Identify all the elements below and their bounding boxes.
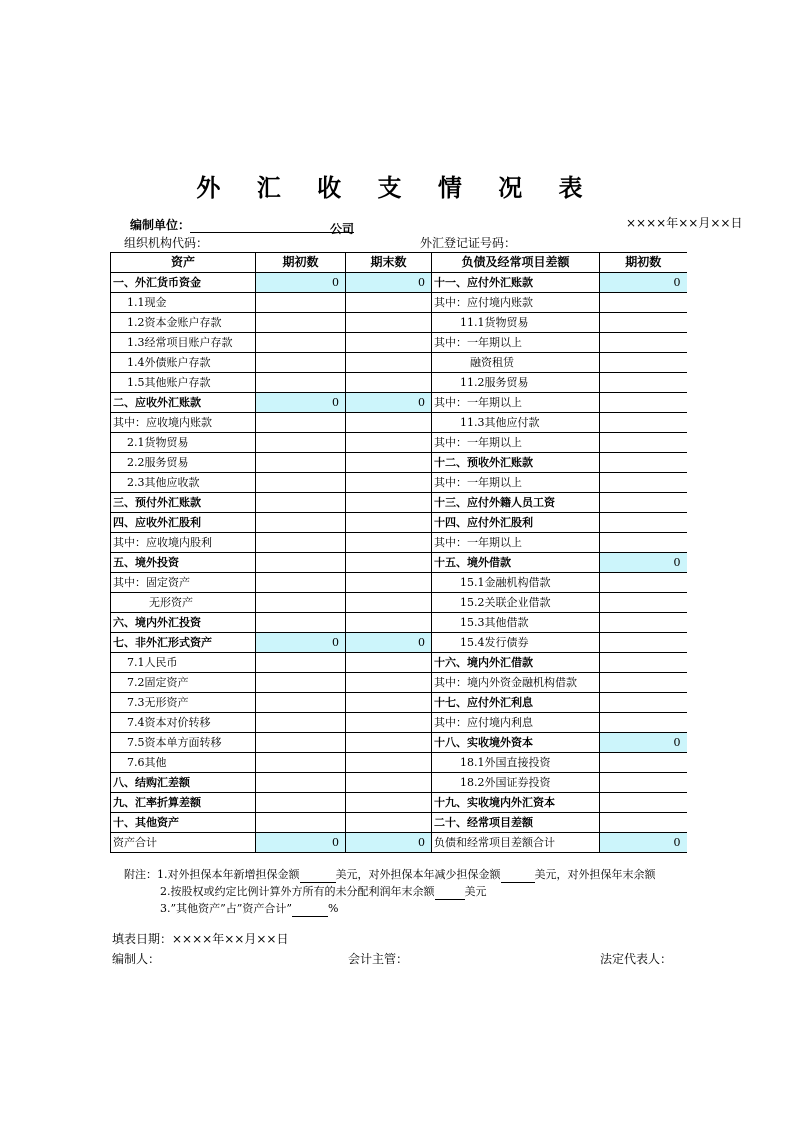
liability-begin-value-cell[interactable] xyxy=(600,713,687,733)
end-value-cell[interactable] xyxy=(346,753,432,773)
begin-value-cell[interactable] xyxy=(256,793,346,813)
liability-label: 融资租赁 xyxy=(432,353,600,373)
report-title: 外 汇 收 支 情 况 表 xyxy=(196,174,597,202)
liability-label: 十二、预收外汇账款 xyxy=(432,453,600,473)
asset-label: 五、境外投资 xyxy=(111,553,256,573)
note-blank-1[interactable] xyxy=(300,871,336,883)
table-row xyxy=(111,793,687,813)
end-value-cell[interactable] xyxy=(346,653,432,673)
begin-value-cell[interactable] xyxy=(256,713,346,733)
end-value-cell[interactable] xyxy=(346,613,432,633)
asset-label: 7.5资本单方面转移 xyxy=(111,733,256,753)
liability-begin-value-cell[interactable] xyxy=(600,393,687,413)
begin-value-cell[interactable] xyxy=(256,533,346,553)
liability-begin-value-cell[interactable]: 0 xyxy=(600,553,687,573)
liability-label: 十七、应付外汇利息 xyxy=(432,693,600,713)
liability-begin-value-cell[interactable]: 0 xyxy=(600,733,687,753)
asset-label: 六、境内外汇投资 xyxy=(111,613,256,633)
end-value-cell[interactable]: 0 xyxy=(346,393,432,413)
begin-value-cell[interactable] xyxy=(256,773,346,793)
org-code-label: 组织机构代码： xyxy=(124,236,209,250)
col-header-liabilities: 负债及经常项目差额 xyxy=(432,253,600,273)
preparer-label: 编制人： xyxy=(112,952,161,966)
notes xyxy=(124,866,686,917)
liability-begin-value-cell[interactable] xyxy=(600,593,687,613)
liability-begin-value-cell[interactable] xyxy=(600,573,687,593)
liability-label: 十一、应付外汇账款 xyxy=(432,273,600,293)
liability-begin-value-cell[interactable] xyxy=(600,333,687,353)
begin-value-cell[interactable] xyxy=(256,553,346,573)
liability-label: 11.1货物贸易 xyxy=(432,313,600,333)
table-row xyxy=(111,313,687,333)
liability-label: 十四、应付外汇股利 xyxy=(432,513,600,533)
note-line-2: 2.按股权或约定比例计算外方所有的未分配利润年末余额 美元 xyxy=(160,885,487,898)
asset-label: 七、非外汇形式资产 xyxy=(111,633,256,653)
end-value-cell[interactable] xyxy=(346,413,432,433)
liability-begin-value-cell[interactable] xyxy=(600,373,687,393)
liability-label: 18.1外国直接投资 xyxy=(432,753,600,773)
legal-rep-label: 法定代表人： xyxy=(600,952,673,966)
asset-label: 1.1现金 xyxy=(111,293,256,313)
begin-value-cell[interactable] xyxy=(256,413,346,433)
fx-reg-label: 外汇登记证号码： xyxy=(420,236,517,250)
table-row xyxy=(111,653,687,673)
table-row xyxy=(111,733,687,753)
note-blank-2[interactable] xyxy=(501,871,535,883)
asset-label: 一、外汇货币资金 xyxy=(111,273,256,293)
liability-label: 其中：境内外资金融机构借款 xyxy=(432,673,600,693)
begin-value-cell[interactable] xyxy=(256,753,346,773)
liability-label: 负债和经常项目差额合计 xyxy=(432,833,600,853)
table-row xyxy=(111,533,687,553)
table-row xyxy=(111,373,687,393)
note-blank-3[interactable] xyxy=(435,888,465,900)
asset-label: 二、应收外汇账款 xyxy=(111,393,256,413)
note-blank-4[interactable] xyxy=(292,905,328,917)
asset-label: 1.5其他账户存款 xyxy=(111,373,256,393)
liability-label: 其中：应付境内利息 xyxy=(432,713,600,733)
liability-label: 15.2关联企业借款 xyxy=(432,593,600,613)
begin-value-cell[interactable] xyxy=(256,293,346,313)
liability-label: 15.4发行债券 xyxy=(432,633,600,653)
table-header-row xyxy=(111,253,687,273)
begin-value-cell[interactable] xyxy=(256,513,346,533)
liability-label: 15.3其他借款 xyxy=(432,613,600,633)
asset-label: 八、结购汇差额 xyxy=(111,773,256,793)
liability-begin-value-cell[interactable] xyxy=(600,753,687,773)
end-value-cell[interactable] xyxy=(346,433,432,453)
asset-label: 7.3无形资产 xyxy=(111,693,256,713)
liability-begin-value-cell[interactable] xyxy=(600,433,687,453)
liability-begin-value-cell[interactable]: 0 xyxy=(600,273,687,293)
end-value-cell[interactable] xyxy=(346,293,432,313)
table-row xyxy=(111,573,687,593)
end-value-cell[interactable] xyxy=(346,693,432,713)
table-row xyxy=(111,473,687,493)
liability-label: 其中：一年期以上 xyxy=(432,473,600,493)
note-line-1: 附注：1.对外担保本年新增担保金额 美元，对外担保本年减少担保金额 美元，对外担保年末余额 xyxy=(124,868,656,881)
table-row xyxy=(111,613,687,633)
col-header-assets: 资产 xyxy=(111,253,256,273)
asset-label: 三、预付外汇账款 xyxy=(111,493,256,513)
end-value-cell[interactable] xyxy=(346,573,432,593)
liability-label: 十六、境内外汇借款 xyxy=(432,653,600,673)
liability-begin-value-cell[interactable] xyxy=(600,633,687,653)
liability-begin-value-cell[interactable] xyxy=(600,793,687,813)
liability-label: 其中：一年期以上 xyxy=(432,533,600,553)
begin-value-cell[interactable] xyxy=(256,573,346,593)
asset-label: 无形资产 xyxy=(111,593,256,613)
unit-blank[interactable] xyxy=(190,220,330,233)
end-value-cell[interactable] xyxy=(346,593,432,613)
end-value-cell[interactable] xyxy=(346,533,432,553)
table-row xyxy=(111,553,687,573)
asset-label: 1.3经常项目账户存款 xyxy=(111,333,256,353)
liability-begin-value-cell[interactable] xyxy=(600,453,687,473)
asset-label: 2.1货物贸易 xyxy=(111,433,256,453)
end-value-cell[interactable] xyxy=(346,793,432,813)
begin-value-cell[interactable] xyxy=(256,493,346,513)
liability-begin-value-cell[interactable] xyxy=(600,293,687,313)
asset-label: 2.3其他应收款 xyxy=(111,473,256,493)
asset-label: 其中：应收境内股利 xyxy=(111,533,256,553)
begin-value-cell[interactable] xyxy=(256,473,346,493)
table-row xyxy=(111,513,687,533)
liability-label: 15.1金融机构借款 xyxy=(432,573,600,593)
liability-begin-value-cell[interactable] xyxy=(600,533,687,553)
asset-label: 四、应收外汇股利 xyxy=(111,513,256,533)
liability-begin-value-cell[interactable] xyxy=(600,353,687,373)
table-row xyxy=(111,673,687,693)
liability-label: 其中：一年期以上 xyxy=(432,333,600,353)
end-value-cell[interactable] xyxy=(346,713,432,733)
unit-line xyxy=(130,216,355,236)
begin-value-cell[interactable] xyxy=(256,613,346,633)
end-value-cell[interactable] xyxy=(346,353,432,373)
asset-label: 7.6其他 xyxy=(111,753,256,773)
liability-label: 十八、实收境外资本 xyxy=(432,733,600,753)
begin-value-cell[interactable] xyxy=(256,353,346,373)
asset-label: 7.1人民币 xyxy=(111,653,256,673)
end-value-cell[interactable] xyxy=(346,313,432,333)
end-value-cell[interactable] xyxy=(346,473,432,493)
asset-label: 资产合计 xyxy=(111,833,256,853)
end-value-cell[interactable] xyxy=(346,373,432,393)
end-value-cell[interactable] xyxy=(346,333,432,353)
asset-label: 九、汇率折算差额 xyxy=(111,793,256,813)
end-value-cell[interactable]: 0 xyxy=(346,273,432,293)
begin-value-cell[interactable]: 0 xyxy=(256,633,346,653)
asset-label: 1.4外债账户存款 xyxy=(111,353,256,373)
liability-begin-value-cell[interactable] xyxy=(600,313,687,333)
col-header-end: 期末数 xyxy=(346,253,432,273)
begin-value-cell[interactable]: 0 xyxy=(256,833,346,853)
liability-begin-value-cell[interactable] xyxy=(600,813,687,833)
table-row xyxy=(111,633,687,653)
unit-label: 编制单位： xyxy=(130,218,191,232)
liability-begin-value-cell[interactable] xyxy=(600,613,687,633)
table-row xyxy=(111,333,687,353)
asset-label: 1.2资本金账户存款 xyxy=(111,313,256,333)
liability-label: 二十、经常项目差额 xyxy=(432,813,600,833)
asset-label: 十、其他资产 xyxy=(111,813,256,833)
begin-value-cell[interactable] xyxy=(256,373,346,393)
table-row xyxy=(111,753,687,773)
liability-label: 十五、境外借款 xyxy=(432,553,600,573)
liability-label: 其中：一年期以上 xyxy=(432,393,600,413)
end-value-cell[interactable] xyxy=(346,553,432,573)
liability-begin-value-cell[interactable]: 0 xyxy=(600,833,687,853)
end-value-cell[interactable] xyxy=(346,773,432,793)
end-value-cell[interactable] xyxy=(346,513,432,533)
col-header-begin-2: 期初数 xyxy=(600,253,687,273)
begin-value-cell[interactable] xyxy=(256,593,346,613)
table-row xyxy=(111,393,687,413)
liability-begin-value-cell[interactable] xyxy=(600,673,687,693)
table-row xyxy=(111,773,687,793)
accountant-label: 会计主管： xyxy=(348,952,409,966)
fill-date: 填表日期：××××年××月××日 xyxy=(112,932,289,946)
liability-begin-value-cell[interactable] xyxy=(600,693,687,713)
liability-label: 11.3其他应付款 xyxy=(432,413,600,433)
liability-label: 十九、实收境内外汇资本 xyxy=(432,793,600,813)
fx-table xyxy=(110,252,687,853)
liability-label: 18.2外国证券投资 xyxy=(432,773,600,793)
end-value-cell[interactable] xyxy=(346,453,432,473)
end-value-cell[interactable] xyxy=(346,673,432,693)
unit-suffix: 公司 xyxy=(330,222,355,236)
table-row xyxy=(111,833,687,853)
asset-label: 2.2服务贸易 xyxy=(111,453,256,473)
liability-label: 其中：一年期以上 xyxy=(432,433,600,453)
table-row xyxy=(111,493,687,513)
note-line-3: 3.”其他资产”占”资产合计” % xyxy=(160,902,339,915)
table-row xyxy=(111,433,687,453)
liability-begin-value-cell[interactable] xyxy=(600,493,687,513)
begin-value-cell[interactable] xyxy=(256,673,346,693)
col-header-begin: 期初数 xyxy=(256,253,346,273)
asset-label: 其中：固定资产 xyxy=(111,573,256,593)
asset-label: 7.2固定资产 xyxy=(111,673,256,693)
asset-label: 其中：应收境内账款 xyxy=(111,413,256,433)
end-value-cell[interactable]: 0 xyxy=(346,633,432,653)
table-row xyxy=(111,593,687,613)
begin-value-cell[interactable]: 0 xyxy=(256,273,346,293)
table-row xyxy=(111,713,687,733)
table-row xyxy=(111,813,687,833)
liability-begin-value-cell[interactable] xyxy=(600,473,687,493)
begin-value-cell[interactable] xyxy=(256,693,346,713)
begin-value-cell[interactable] xyxy=(256,653,346,673)
end-value-cell[interactable] xyxy=(346,813,432,833)
table-row xyxy=(111,453,687,473)
table-row xyxy=(111,353,687,373)
end-value-cell[interactable] xyxy=(346,733,432,753)
liability-begin-value-cell[interactable] xyxy=(600,773,687,793)
end-value-cell[interactable]: 0 xyxy=(346,833,432,853)
table-row xyxy=(111,693,687,713)
begin-value-cell[interactable] xyxy=(256,813,346,833)
begin-value-cell[interactable] xyxy=(256,333,346,353)
begin-value-cell[interactable] xyxy=(256,433,346,453)
liability-label: 十三、应付外籍人员工资 xyxy=(432,493,600,513)
table-row xyxy=(111,273,687,293)
asset-label: 7.4资本对价转移 xyxy=(111,713,256,733)
liability-label: 11.2服务贸易 xyxy=(432,373,600,393)
table-row xyxy=(111,293,687,313)
begin-value-cell[interactable] xyxy=(256,733,346,753)
date-header: ××××年××月××日 xyxy=(626,216,743,230)
liability-label: 其中：应付境内账款 xyxy=(432,293,600,313)
begin-value-cell[interactable]: 0 xyxy=(256,393,346,413)
table-row xyxy=(111,413,687,433)
begin-value-cell[interactable] xyxy=(256,453,346,473)
end-value-cell[interactable] xyxy=(346,493,432,513)
liability-begin-value-cell[interactable] xyxy=(600,653,687,673)
begin-value-cell[interactable] xyxy=(256,313,346,333)
liability-begin-value-cell[interactable] xyxy=(600,513,687,533)
liability-begin-value-cell[interactable] xyxy=(600,413,687,433)
